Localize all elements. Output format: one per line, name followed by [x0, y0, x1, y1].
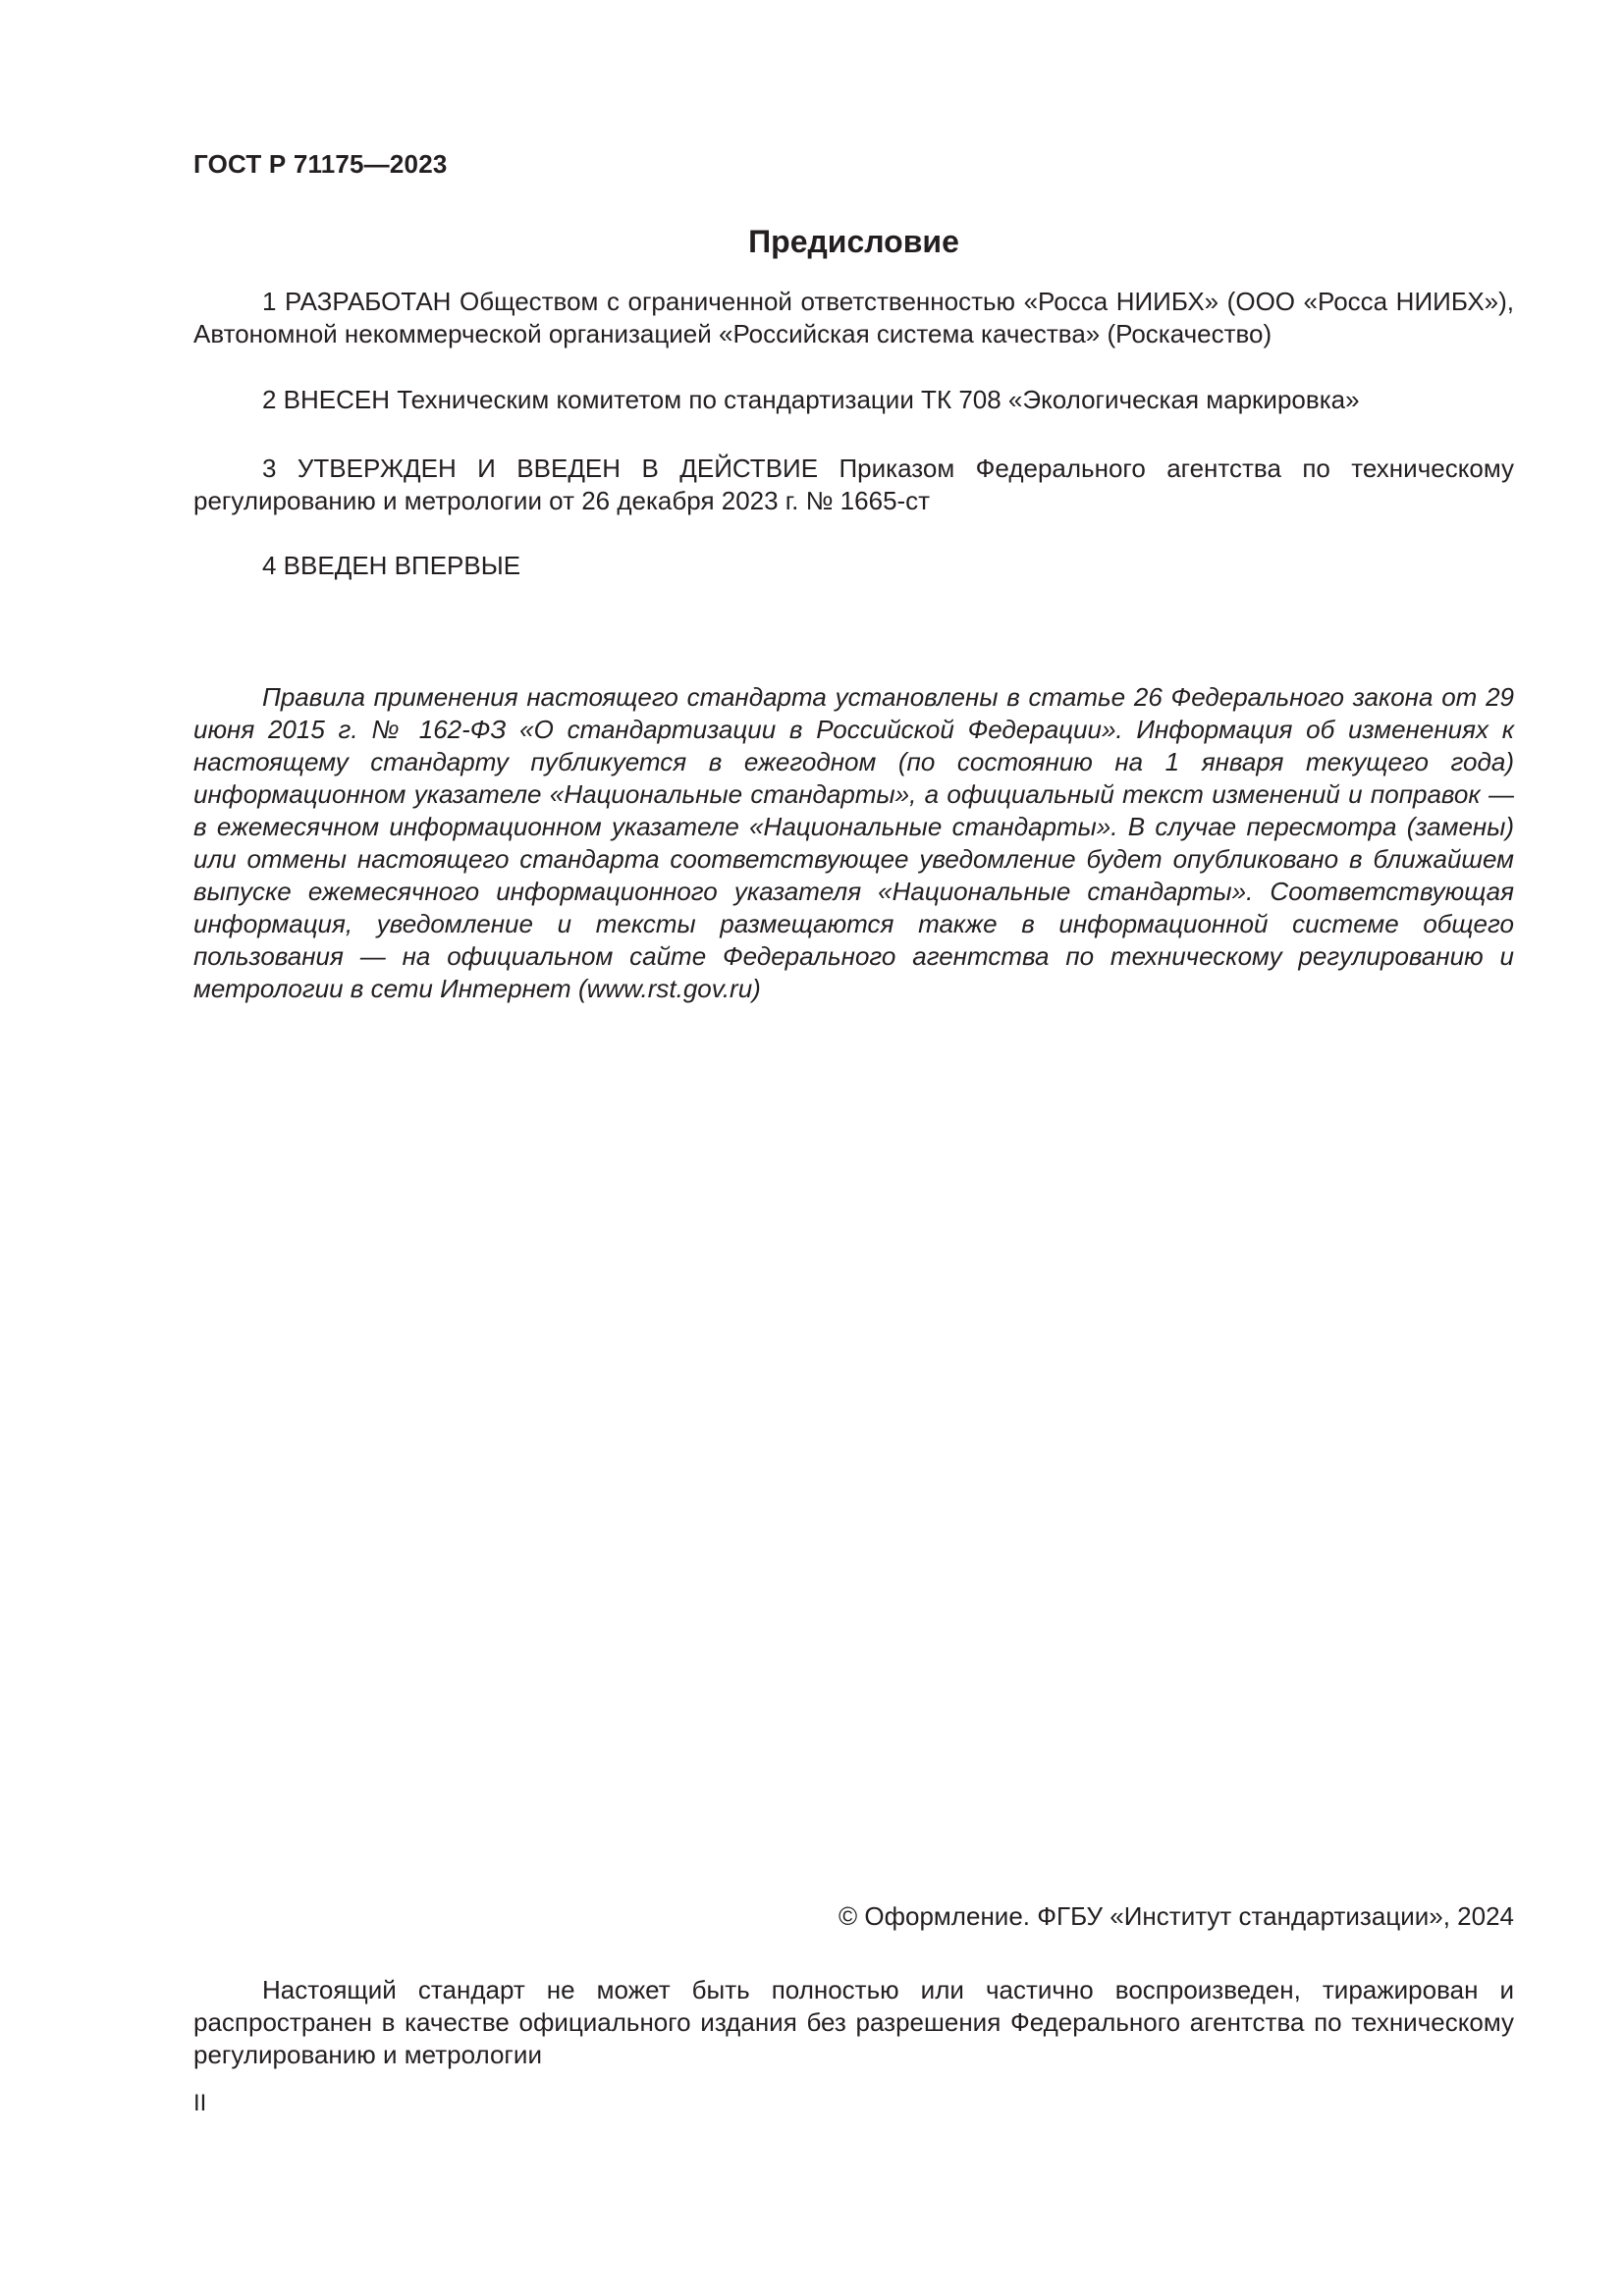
reproduction-restriction: Настоящий стандарт не может быть полностью или частично воспроизведен, тиражирован и распространен в качестве официального издания без разрешения Федерального агентства по техническому регулированию и метрологии: [193, 1975, 1514, 2069]
foreword-item-introduced: 2 ВНЕСЕН Техническим комитетом по стандартизации ТК 708 «Экологическая маркировка»: [262, 385, 1360, 414]
standard-designation: ГОСТ Р 71175—2023: [193, 149, 448, 179]
foreword-item-developed: 1 РАЗРАБОТАН Обществом с ограниченной ответственностью «Росса НИИБХ» (ООО «Росса НИИБХ»), Автономной некоммерческой организацией «Российская система качества» (Роскачество): [193, 287, 1514, 348]
copyright-line: © Оформление. ФГБУ «Институт стандартизации», 2024: [839, 1901, 1514, 1931]
page-number: II: [193, 2090, 207, 2116]
page-title: Предисловие: [748, 224, 959, 259]
application-rules-notice: Правила применения настоящего стандарта установлены в статье 26 Федерального закона от 29 июня 2015 г. № 162-ФЗ «О стандартизации в Российской Федерации». Информация об изменениях к настоящему стандарту публикуется в ежегодном (по состоянию на 1 января текущего года) информационном указателе «Национальные стандарты», а официальный текст изменений и поправок — в ежемесячном информационном указателе «Национальные стандарты». В случае пересмотра (замены) или отмены настоящего стандарта соответствующее уведомление будет опубликовано в ближайшем выпуске ежемесячного информационного указателя «Национальные стандарты». Соответствующая информация, уведомление и тексты размещаются также в информационной системе общего пользования — на официальном сайте Федерального агентства по техническому регулированию и метрологии в сети Интернет (www.rst.gov.ru): [193, 682, 1514, 1003]
foreword-item-first-time: 4 ВВЕДЕН ВПЕРВЫЕ: [262, 551, 521, 580]
foreword-item-approved: 3 УТВЕРЖДЕН И ВВЕДЕН В ДЕЙСТВИЕ Приказом Федерального агентства по техническому регулированию и метрологии от 26 декабря 2023 г. № 1665-ст: [193, 454, 1514, 515]
